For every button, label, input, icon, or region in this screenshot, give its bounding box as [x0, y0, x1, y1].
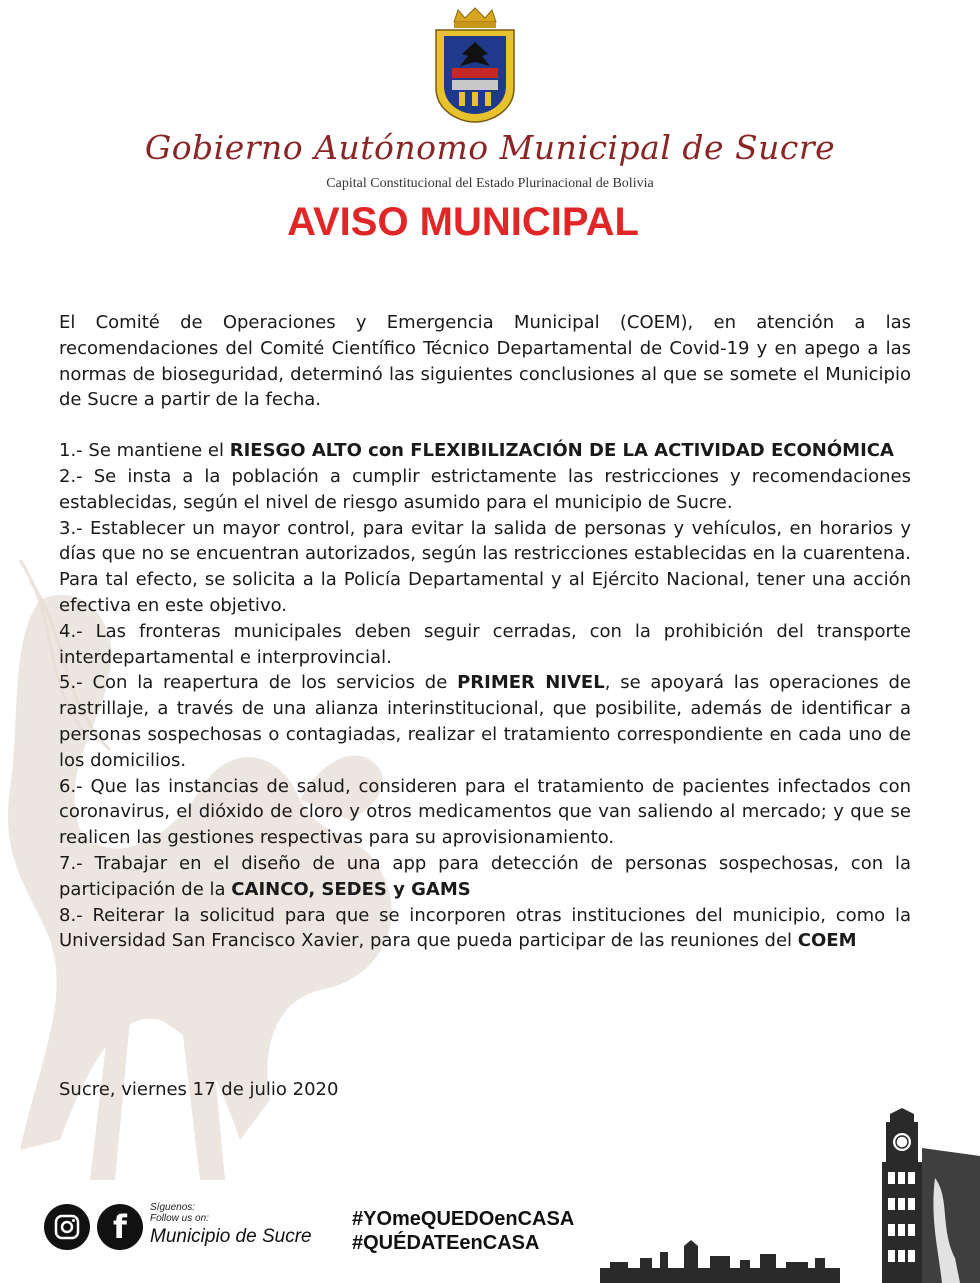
list-item: 4.- Las fronteras municipales deben seguir cerradas, con la prohibición del transporte interdepartamental e interprovincial. [59, 620, 911, 668]
date-line: Sucre, viernes 17 de julio 2020 [59, 1079, 339, 1100]
city-skyline-illustration [600, 1240, 840, 1283]
hashtags [352, 1207, 574, 1255]
government-subtitle: Capital Constitucional del Estado Plurinacional de Bolivia [326, 176, 654, 191]
intro-paragraph: El Comité de Operaciones y Emergencia Municipal (COEM), en atención a las recomendaciones del Comité Científico Técnico Departamental de Covid-19 y en apego a las normas de bioseguridad, determinó las siguientes conclusiones al que se somete el Municipio de Sucre a partir de la fecha. [59, 312, 911, 411]
list-item: 7.- Trabajar en el diseño de una app para detección de personas sospechosas, con la participación de la CAINCO, SEDES y GAMS [59, 852, 911, 900]
list-item: 8.- Reiterar la solicitud para que se incorporen otras instituciones del municipio, como la Universidad San Francisco Xavier, para que pueda participar de las reuniones del COEM [59, 904, 911, 952]
hashtag-stay-home: #YOmeQUEDOenCASA [352, 1208, 575, 1230]
account-name[interactable]: Municipio de Sucre [150, 1226, 312, 1247]
hashtag-quedate: #QUÉDATEenCASA [352, 1232, 540, 1254]
list-item: 6.- Que las instancias de salud, consideren para el tratamiento de pacientes infectados con coronavirus, el dióxido de cloro y otros medicamentos que van saliendo al mercado; y que se realicen las gestiones respectivas para su aprovisionamiento. [59, 775, 911, 849]
notice-body [59, 310, 911, 954]
coat-of-arms-logo [432, 6, 518, 124]
social-icons [44, 1204, 150, 1250]
list-item: 1.- Se mantiene el RIESGO ALTO con FLEXIBILIZACIÓN DE LA ACTIVIDAD ECONÓMICA [59, 440, 894, 462]
government-name: Gobierno Autónomo Municipal de Sucre [144, 128, 836, 167]
follow-label-es: Síguenos: [150, 1202, 196, 1213]
list-item: 3.- Establecer un mayor control, para evitar la salida de personas y vehículos, en horarios y días que no se encuentran autorizados, según las restricciones establecidas en la cuarentena. Para tal efecto, se solicita a la Policía Departamental y al Ejército Nacional, tener una acción efectiva en este objetivo. [59, 517, 911, 616]
list-item: 5.- Con la reapertura de los servicios de PRIMER NIVEL, se apoyará las operaciones de rastrillaje, a través de una alianza interinstitucional, que posibilite, además de identificar a personas sospechosas o contagiadas, realizar el tratamiento correspondiente en cada uno de los domicilios. [59, 672, 911, 771]
follow-label-en: Follow us on: [150, 1213, 209, 1224]
follow-block [150, 1202, 312, 1248]
clock-tower-illustration [860, 1108, 980, 1283]
list-item: 2.- Se insta a la población a cumplir estrictamente las restricciones y recomendaciones establecidas, según el nivel de riesgo asumido para el municipio de Sucre. [59, 465, 911, 513]
notice-title: AVISO MUNICIPAL [287, 200, 639, 244]
instagram-icon[interactable] [44, 1204, 90, 1250]
facebook-icon[interactable]: f [97, 1204, 143, 1250]
